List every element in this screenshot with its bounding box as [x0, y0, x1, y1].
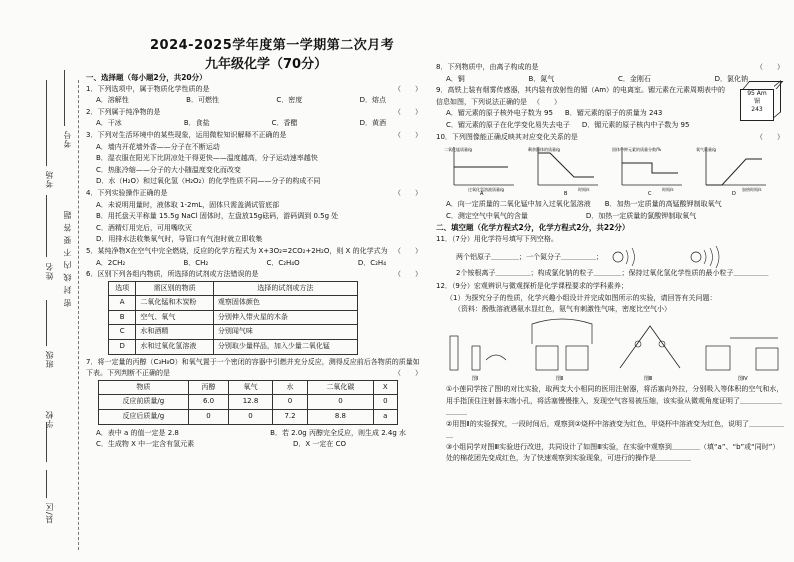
element-symbol: Am — [756, 90, 767, 98]
q8-stem: 8．下列物质中，由离子构成的是 （ ） — [436, 63, 784, 71]
q9-block — [436, 85, 788, 131]
q8-option-d: D．氯化钠 — [714, 74, 748, 83]
class-line — [46, 300, 47, 346]
school-line — [46, 422, 47, 462]
seal-dashed-line — [78, 80, 79, 550]
graph-a-ylabel: 二氧化锰质量/g — [444, 147, 472, 153]
graph-d-xlabel: 加热时间/s — [742, 187, 762, 193]
q1-option-d: D．熔点 — [359, 96, 386, 105]
figure-1-syringes — [442, 316, 518, 382]
q10-option-d: D．加热一定质量的氯酸钾制取氧气 — [585, 211, 697, 220]
table-row: 反应后质量/g 0 0 7.2 8.8 a — [99, 410, 398, 425]
q10-option-b: B．加热一定质量的高锰酸钾制取氧气 — [604, 200, 722, 209]
exam-title: 2024-2025学年度第一学期第二次月考 — [150, 38, 395, 53]
q1-option-b: B．可燃性 — [186, 96, 219, 105]
q10-graph-b — [528, 143, 600, 195]
graph-c-ylabel: 固体中钾元素的质量分数/% — [612, 147, 662, 153]
element-number: 95 — [747, 90, 755, 98]
q4-option-c: C．酒精灯用完后，可用嘴吹灭 — [96, 223, 192, 232]
q10-option-c: C．测定空气中氧气的含量 — [446, 211, 528, 220]
q5-stem: 5．某纯净物X在空气中完全燃烧，反应的化学方程式为 X+3O₂=2CO₂+2H₂O，则 X 的化学式为 （ ） — [86, 246, 422, 255]
exam-subtitle: 九年级化学（70分） — [205, 57, 328, 72]
q6-stem: 6．区别下列各组内物质，所选择的试剂或方法错误的是 （ ） — [86, 270, 422, 279]
binding-margin — [0, 0, 86, 562]
q2-option-c: C．香醋 — [271, 119, 298, 128]
q10-graph-a — [444, 143, 516, 195]
q1-option-c: C．密度 — [276, 96, 303, 105]
q7-table — [98, 380, 398, 425]
graph-d-label: D — [732, 191, 736, 196]
q12-sub2: ②用图Ⅱ的实验探究，一段时间后，观察到②烧杯中溶液变为红色，甲烧杯中溶液变为红色，说明了＿＿＿＿＿＿ — [446, 419, 784, 440]
q2-stem: 2．下列属于纯净物的是 （ ） — [86, 107, 422, 116]
q12-stem: 12．（9分）宏观辨识与微观探析是化学课程要求的学科素养； — [436, 282, 628, 291]
graph-a-label: A — [480, 191, 484, 196]
element-mass: 243 — [751, 106, 763, 114]
q3-option-a: A．墙内开花墙外香——分子在不断运动 — [96, 142, 220, 151]
q7-header-co2: 二氧化碳 — [308, 380, 373, 395]
q8-option-a: A．铜 — [446, 74, 465, 83]
q5-option-d: D．C₂H₄ — [357, 258, 386, 267]
q5-options — [86, 258, 426, 270]
q8-option-b: B．氮气 — [528, 74, 555, 83]
q9-option-a: A．镅元素的原子核外电子数为 95 B．镅元素的原子的质量为 243 — [446, 109, 663, 118]
q6-header-option: 选项 — [109, 281, 136, 296]
q7-option-a: A．表中 a 的值一定是 2.8 — [96, 428, 179, 437]
table-row: B 空气、氧气 分别伸入带火星的木条 — [109, 310, 358, 325]
atom-diagrams — [606, 246, 776, 268]
section-1-title: 一、选择题（每小题2分，共20分） — [86, 73, 207, 82]
q6-header-substances: 需区别的物质 — [136, 281, 213, 296]
q4-option-b: B．用托盘天平称量 15.5g NaCl 固体时，左盘放15g砝码，游码调到 0.5g 处 — [96, 212, 339, 221]
exam-no-line — [64, 70, 65, 126]
q7-header-propanol: 丙醇 — [188, 380, 229, 395]
exam-no-label: 考号 — [63, 130, 72, 148]
q4-option-d: D．用排水法收集氧气时，导管口有气泡时就立即收集 — [96, 235, 263, 244]
class-label: 班级 — [45, 350, 54, 368]
table-row: C 水和酒精 分别闻气味 — [109, 325, 358, 340]
q6-table — [108, 281, 358, 355]
room-label: 考场 — [45, 170, 54, 188]
section-2-title: 二、填空题（化学方程式2分，化学方程式2分，共22分） — [436, 223, 630, 233]
q7-header-x: X — [373, 380, 397, 395]
figure-4-apparatus — [698, 316, 788, 382]
graph-b-xlabel: 时间/s — [578, 187, 590, 193]
figure-1-label: 图Ⅰ — [472, 375, 479, 382]
q1-options — [86, 95, 426, 107]
name-line — [46, 195, 47, 257]
q11-line2: 2个铵根离子＿＿＿＿＿；构成氯化钠的粒子＿＿＿＿；保持过氧化氢化学性质的最小粒子＿＿＿＿＿ — [456, 268, 769, 277]
q7-option-d: D．X 一定在 CO — [292, 440, 346, 449]
q3-option-d: D．水（H₂O）和过氧化氢（H₂O₂）的化学性质不同——分子的构成不同 — [96, 177, 321, 186]
graph-c-xlabel: 时间/s — [662, 187, 674, 193]
figure-3-tube — [610, 316, 690, 382]
q7-option-c: C．生成物 X 中一定含有氢元素 — [96, 440, 195, 449]
q4-stem: 4．下列实验操作正确的是 （ ） — [86, 188, 422, 197]
q2-options — [86, 118, 426, 130]
q5-option-c: C．C₂H₄O — [266, 258, 300, 267]
graph-a-xlabel: 过氧化氢溶液质量/g — [468, 187, 504, 193]
q11-stem: 11．（7分）用化学符号填写下列空格。 — [436, 234, 558, 243]
q12-figures — [436, 316, 788, 384]
q3-option-c: C．热胀冷缩——分子的大小随温度变化而改变 — [96, 165, 241, 174]
q4-option-a: A．未说明用量时，液体取 1-2mL，固体只需盖满试管底部 — [96, 200, 280, 209]
q7-header-water: 水 — [272, 380, 308, 395]
q1-option-a: A．溶解性 — [96, 96, 129, 105]
graph-c-label: C — [648, 191, 652, 196]
school-label: 学校 — [45, 410, 54, 428]
room-line — [46, 80, 47, 166]
q12-note: （资料：酚酞溶液遇氨水显红色，氨气有刺激性气味，密度比空气小） — [454, 305, 671, 314]
q7-options-row1 — [86, 425, 426, 440]
q7-options-row2 — [86, 439, 426, 451]
q12-sub1: ①小莲同学按了图Ⅰ的对比实验，取两支大小相同的医用注射器，将活塞向外拉，分别吸入等体积的空气和水，用手指顶住注射器末端小孔，将活塞慢慢推入，发现空气容易被压缩，该实验从微观角度证明了＿＿＿＿＿＿＿＿＿ — [446, 384, 784, 417]
table-row: A 二氧化锰和木炭粉 观察固体颜色 — [109, 296, 358, 311]
q12-part1: （1）为探究分子的性质，化学兴趣小组设计并完成如图所示的实验，请回答有关问题： — [446, 293, 717, 302]
q10-option-a: A．向一定质量的二氧化锰中加入过氧化氢溶液 — [446, 200, 591, 209]
table-row: D 水和过氧化氢溶液 分别取少量样品，加入少量二氧化锰 — [109, 340, 358, 355]
figure-3-label: 图Ⅲ — [644, 375, 653, 382]
seal-label: 密 封 线 内 不 要 答 题 — [63, 210, 72, 307]
graph-b-ylabel: 剩余固体的质量/g — [528, 147, 560, 153]
q2-option-b: B．食盐 — [183, 119, 210, 128]
graph-b-label: B — [564, 191, 568, 196]
q3-stem: 3．下列对生活环境中的某些现象，运用微粒知识解释不正确的是 （ ） — [86, 130, 422, 139]
q9-stem: 9．高铁上装有烟雾传感器，其内装有放射性的镅（Am）的电离室。镅元素在元素周期表中的信息如图，下列说法正确的是 （ ） — [436, 86, 726, 106]
figure-4-label: 图Ⅳ — [738, 375, 748, 382]
q2-option-d: D．黄酒 — [359, 119, 386, 128]
q8-option-c: C．金刚石 — [618, 74, 651, 83]
q10-options-cd — [436, 211, 788, 223]
left-column — [86, 72, 426, 451]
q5-option-b: B．CH₂ — [183, 258, 209, 267]
q9-option-c: C．镅元素的原子在化学变化易失去电子 D．镅元素的原子核内中子数为 95 — [446, 120, 690, 129]
q10-stem: 10．下列图像能正确反映其对应变化关系的是 （ ） — [436, 132, 784, 141]
q11-line1: 两个铝原子＿＿＿＿；一个氮分子＿＿＿＿＿； — [456, 252, 603, 261]
q12-sub3: ③小组同学对图Ⅲ实验进行改进，共同设计了如图Ⅲ实验，在实验中观察到＿＿＿＿（填“a”、“b”或“同时”）处的棉花团先变成红色，为了快速观察到实验现象，可进行的操作是＿＿＿＿＿ — [446, 442, 780, 463]
q1-stem: 1．下列选项中，属于物质化学性质的是 （ ） — [86, 84, 422, 93]
q6-header-method: 选择的试剂或方法 — [213, 281, 357, 296]
q8-options — [436, 74, 788, 86]
q2-option-a: A．干冰 — [96, 119, 122, 128]
q5-option-a: A．2CH₂ — [96, 258, 126, 267]
figure-2-label: 图Ⅱ — [556, 375, 564, 382]
q10-options-ab — [436, 199, 788, 211]
figure-2-beakers — [526, 316, 602, 382]
q3-option-b: B．湿衣服在阳光下比阴凉处干得更快——温度越高，分子运动速率越快 — [96, 154, 318, 163]
county-label: 县/区 — [45, 502, 54, 524]
q7-stem: 7．将一定量的丙醇（C₃H₈O）和氧气置于一个密闭的容器中引燃并充分反应，测得反应前后各物质的质量如下表。下列判断不正确的是 （ ） — [86, 357, 422, 378]
graph-d-ylabel: 氧气质量/g — [696, 147, 716, 153]
q7-header-oxygen: 氧气 — [229, 380, 272, 395]
q10-graphs — [436, 143, 788, 199]
q10-graph-c — [612, 143, 684, 195]
right-column — [436, 62, 788, 465]
element-cell-figure — [740, 81, 782, 121]
q7-option-b: B．若 2.0g 丙醇完全反应，则生成 2.4g 水 — [270, 428, 406, 437]
table-row: 反应前质量/g 6.0 12.8 0 0 0 — [99, 395, 398, 410]
q10-graph-d — [696, 143, 768, 195]
q11-line1-row — [436, 246, 788, 268]
name-label: 姓名 — [45, 262, 54, 280]
q7-header-substance: 物质 — [99, 380, 189, 395]
county-line — [46, 470, 47, 498]
element-name: 镅 — [753, 98, 760, 106]
